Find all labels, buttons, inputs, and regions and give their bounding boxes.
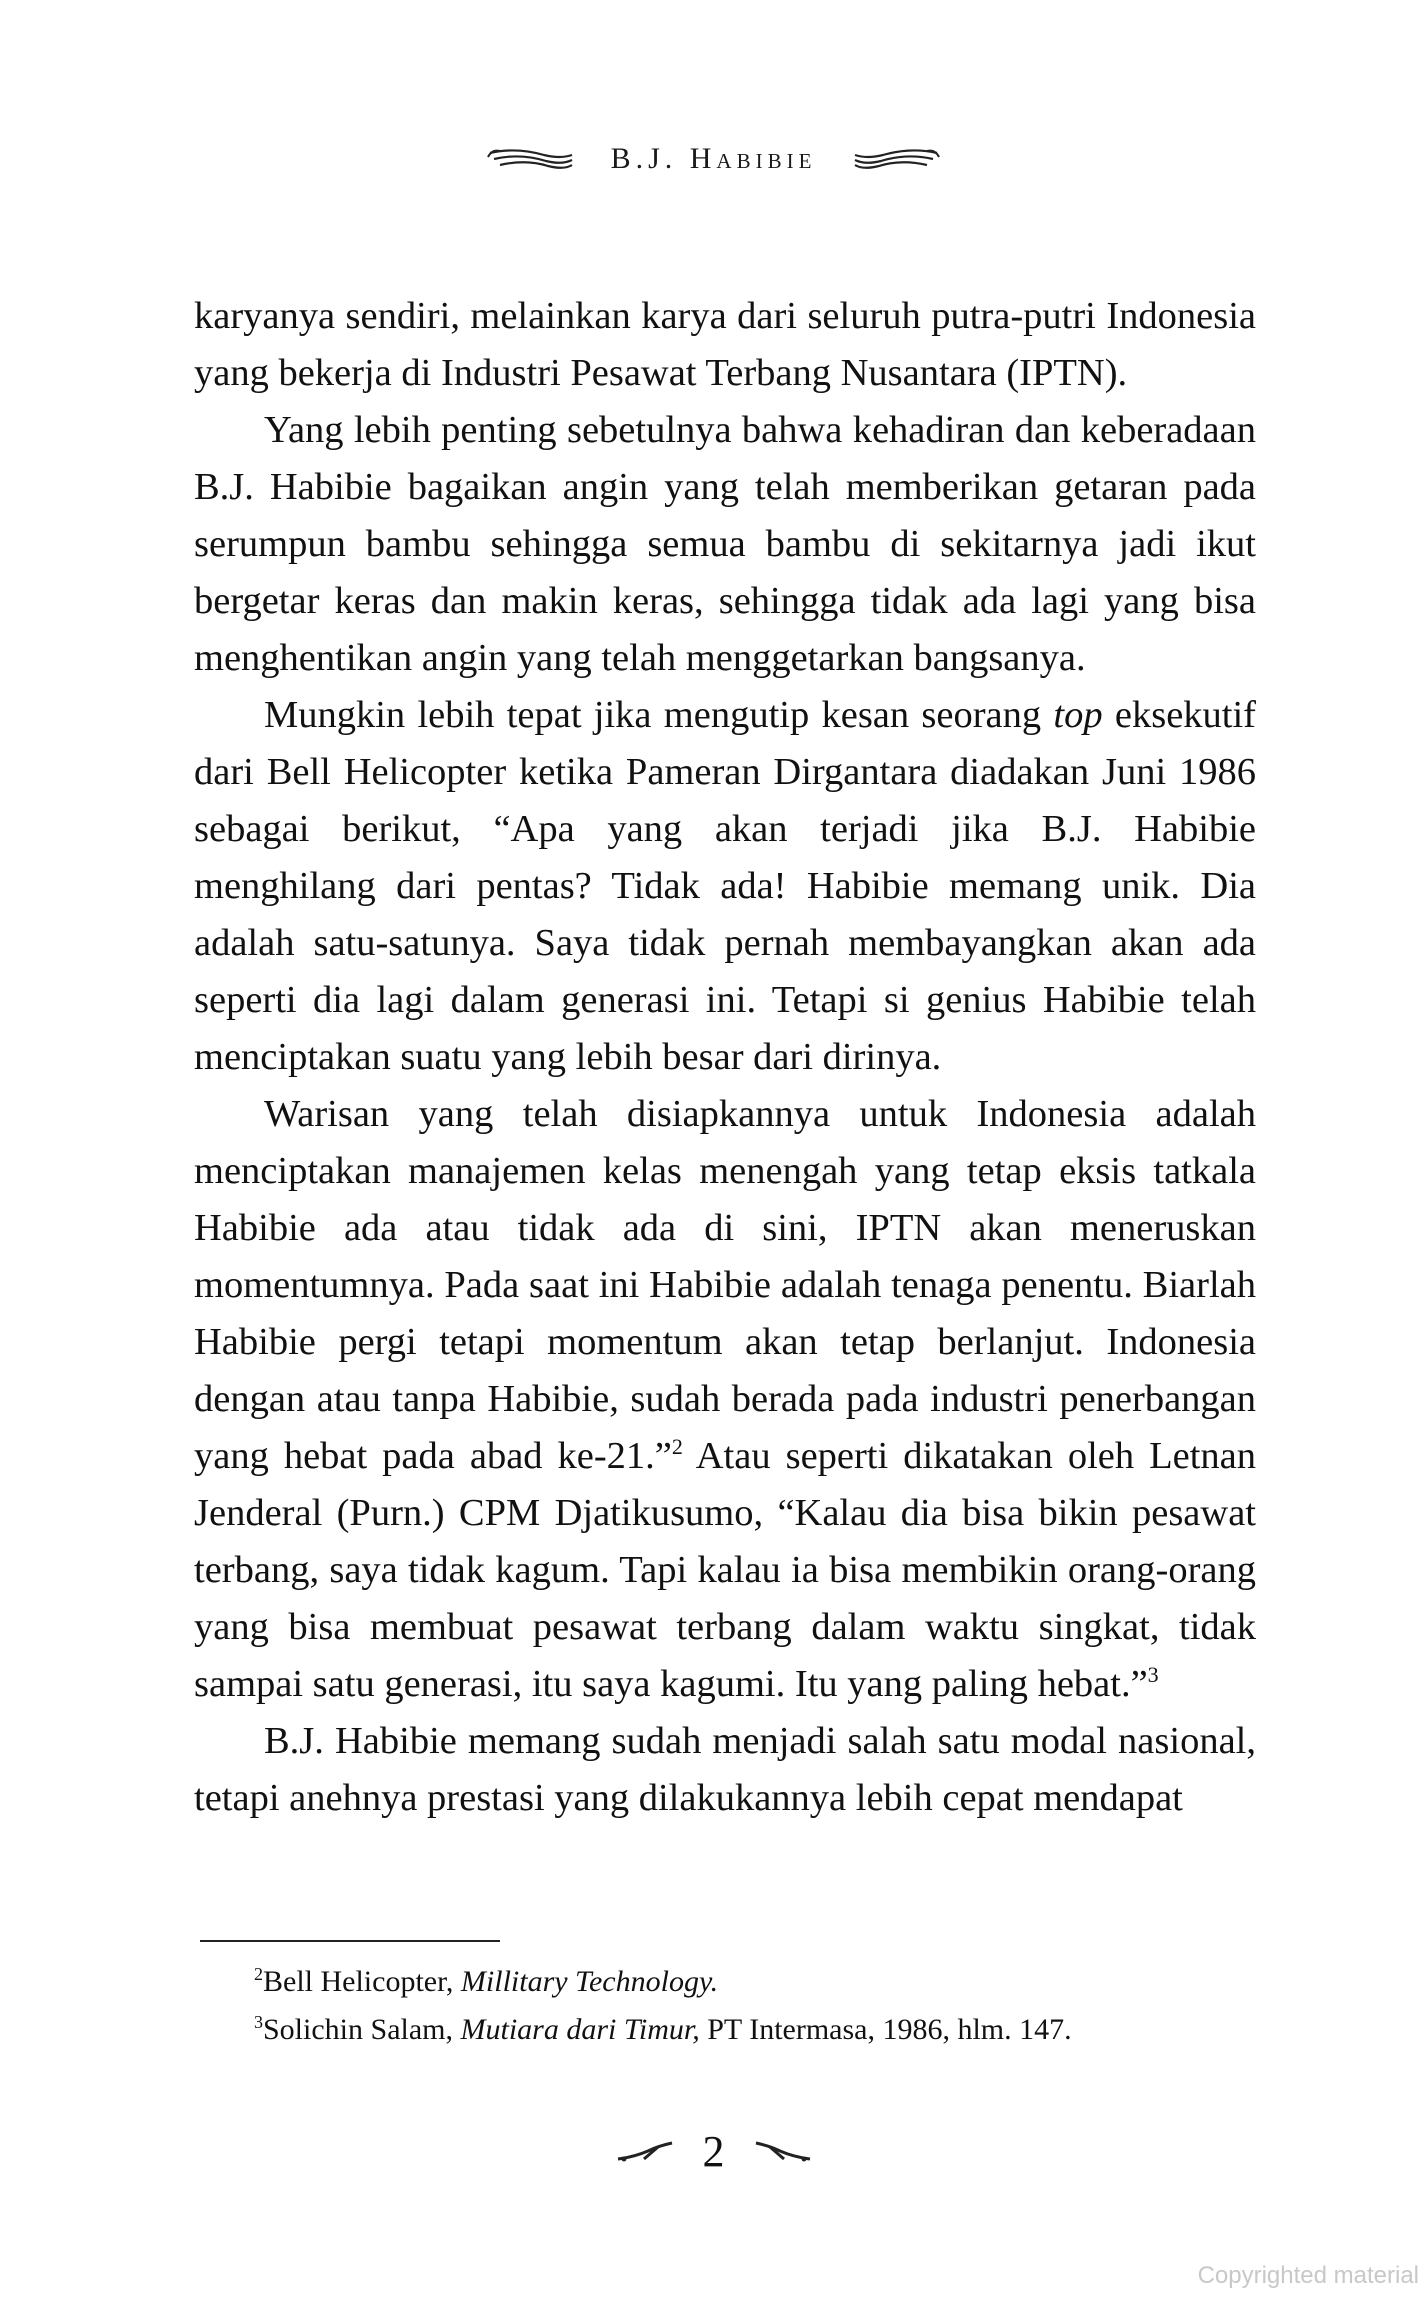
footnote-2 [254, 1958, 1254, 2006]
footnote-mark: 2 [254, 1964, 263, 1984]
paragraph-4-part-a: Warisan yang telah disiapkannya untuk Indonesia adalah menciptakan manajemen kelas menengah yang tetap eksis tatkala Habibie ada atau tidak ada di sini, IPTN akan meneruskan momentumnya. Pada saat ini Habibie adalah tenaga penentu. Biarlah Habibie pergi tetapi momentum akan tetap berlanjut. Indonesia dengan atau tanpa Habibie, sudah berada pada industri penerbangan yang hebat pada abad ke-21.” [194, 1093, 1256, 1477]
page-number-value: 2 [702, 2127, 725, 2177]
paragraph-4-part-b: Atau seperti dikatakan oleh Letnan Jenderal (Purn.) CPM Djatikusumo, “Kalau dia bisa bikin pesawat terbang, saya tidak kagum. Tapi kalau ia bisa membikin orang-orang yang bisa membuat pesawat terbang dalam waktu singkat, tidak sampai satu generasi, itu saya kagumi. Itu yang paling hebat.” [194, 1435, 1256, 1705]
paragraph-3-part-b: eksekutif dari Bell Helicopter ketika Pameran Dirgantara diadakan Juni 1986 sebagai berikut, “Apa yang akan terjadi jika B.J. Habibie menghilang dari pentas? Tidak ada! Habibie memang unik. Dia adalah satu-satunya. Saya tidak pernah membayangkan akan ada seperti dia lagi dalam generasi ini. Tetapi si genius Habibie telah menciptakan suatu yang lebih besar dari dirinya. [194, 694, 1256, 1078]
footnote-mark: 3 [254, 2012, 263, 2032]
body-text [194, 288, 1256, 1827]
paragraph-2: Yang lebih penting sebetulnya bahwa kehadiran dan keberadaan B.J. Habibie bagaikan angin yang telah memberikan getaran pada serumpun bambu sehingga semua bambu di sekitarnya jadi ikut bergetar keras dan makin keras, sehingga tidak ada lagi yang bisa menghentikan angin yang telah menggetarkan bangsanya. [194, 409, 1256, 679]
left-ornament-icon [486, 145, 576, 173]
paragraph-5: B.J. Habibie memang sudah menjadi salah satu modal nasional, tetapi anehnya prestasi yang dilakukannya lebih cepat mendapat [194, 1720, 1256, 1819]
page-number [0, 2122, 1427, 2177]
copyright-watermark: Copyrighted material [1197, 2262, 1419, 2289]
header-surname: Habibie [689, 142, 817, 176]
paragraph-3 [194, 687, 1256, 1086]
footnote-text: Solichin Salam, [263, 2013, 461, 2046]
paragraph-1: karyanya sendiri, melainkan karya dari seluruh putra-putri Indonesia yang bekerja di Industri Pesawat Terbang Nusantara (IPTN). [194, 295, 1256, 394]
footnote-ref-2: 2 [671, 1434, 683, 1460]
paragraph-3-italic: top [1053, 694, 1103, 736]
running-header-title [611, 142, 817, 176]
footnote-3 [254, 2006, 1254, 2054]
footnote-ref-3: 3 [1147, 1662, 1159, 1688]
paragraph-4 [194, 1086, 1256, 1713]
footnote-text-tail: PT Intermasa, 1986, hlm. 147. [699, 2013, 1072, 2046]
footnote-divider [200, 1940, 500, 1942]
folio-left-ornament-icon [614, 2139, 678, 2165]
header-initials: B.J. [610, 142, 678, 176]
footnote-italic: Millitary Technology. [460, 1965, 719, 1998]
footnotes [254, 1958, 1254, 2054]
running-header [0, 140, 1427, 176]
footnote-italic: Mutiara dari Timur, [460, 2013, 700, 2046]
folio-right-ornament-icon [750, 2139, 814, 2165]
footnote-text: Bell Helicopter, [263, 1965, 461, 1998]
right-ornament-icon [851, 145, 941, 173]
paragraph-3-part-a: Mungkin lebih tepat jika mengutip kesan seorang [264, 694, 1054, 736]
